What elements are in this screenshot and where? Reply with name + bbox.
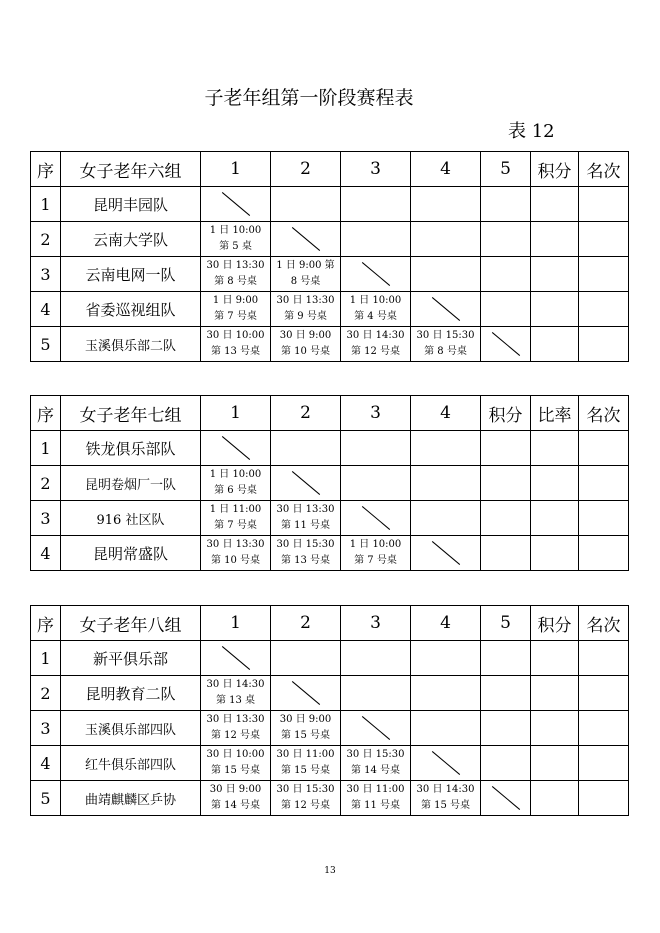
match-time: 30 日 13:30 xyxy=(276,504,335,515)
group-seven-schedule-table xyxy=(30,395,629,571)
empty-cell xyxy=(579,222,629,257)
table-row xyxy=(31,711,629,746)
team-name: 曲靖麒麟区乒协 xyxy=(61,781,201,816)
self-match-diagonal-cell xyxy=(271,466,341,501)
column-header: 1 xyxy=(201,396,271,431)
match-table: 第 7 号桌 xyxy=(354,555,397,566)
empty-cell xyxy=(579,746,629,781)
row-sequence: 3 xyxy=(31,257,61,292)
empty-cell xyxy=(341,431,411,466)
match-table: 第 9 号桌 xyxy=(284,311,327,322)
self-match-diagonal-cell xyxy=(341,711,411,746)
table-row xyxy=(31,292,629,327)
match-time: 30 日 15:30 xyxy=(346,749,405,760)
column-header: 比率 xyxy=(531,396,579,431)
match-table: 第 12 号桌 xyxy=(350,346,401,357)
match-table: 第 13 号桌 xyxy=(210,346,261,357)
column-header: 积分 xyxy=(481,396,531,431)
team-name: 云南大学队 xyxy=(61,222,201,257)
column-header: 2 xyxy=(271,152,341,187)
column-header: 4 xyxy=(411,152,481,187)
column-header: 5 xyxy=(481,152,531,187)
row-sequence: 1 xyxy=(31,641,61,676)
table-row xyxy=(31,746,629,781)
team-name: 昆明教育二队 xyxy=(61,676,201,711)
empty-cell xyxy=(481,257,531,292)
match-time: 30 日 13:30 xyxy=(276,295,335,306)
team-name: 铁龙俱乐部队 xyxy=(61,431,201,466)
team-name: 昆明卷烟厂一队 xyxy=(61,466,201,501)
self-match-diagonal-cell xyxy=(411,292,481,327)
match-schedule-cell xyxy=(201,257,271,292)
group-eight-schedule-table xyxy=(30,605,629,816)
match-schedule-cell xyxy=(201,746,271,781)
match-time: 30 日 15:30 xyxy=(416,330,475,341)
table-row xyxy=(31,431,629,466)
empty-cell xyxy=(531,187,579,222)
match-time: 30 日 14:30 xyxy=(416,784,475,795)
match-schedule-cell xyxy=(201,711,271,746)
match-time: 30 日 9:00 xyxy=(209,784,262,795)
empty-cell xyxy=(411,711,481,746)
diagonal-slash xyxy=(361,506,389,530)
match-schedule-cell xyxy=(201,466,271,501)
empty-cell xyxy=(341,222,411,257)
match-time: 30 日 9:00 xyxy=(279,714,332,725)
match-table: 第 14 号桌 xyxy=(350,765,401,776)
match-schedule-cell xyxy=(341,746,411,781)
self-match-diagonal-cell xyxy=(271,222,341,257)
column-header: 女子老年八组 xyxy=(61,606,201,641)
empty-cell xyxy=(579,187,629,222)
match-time: 1 日 10:00 xyxy=(349,295,402,306)
diagonal-slash xyxy=(491,786,519,810)
table-row xyxy=(31,676,629,711)
team-name: 玉溪俱乐部二队 xyxy=(61,327,201,362)
match-table: 第 10 号桌 xyxy=(280,346,331,357)
match-schedule-cell xyxy=(271,292,341,327)
column-header: 名次 xyxy=(579,606,629,641)
match-schedule-cell xyxy=(201,292,271,327)
match-schedule-cell xyxy=(341,327,411,362)
diagonal-slash xyxy=(431,541,459,565)
empty-cell xyxy=(411,501,481,536)
team-name: 红牛俱乐部四队 xyxy=(61,746,201,781)
match-schedule-cell xyxy=(411,781,481,816)
table-row xyxy=(31,501,629,536)
table-header-row xyxy=(31,396,629,431)
column-header: 女子老年六组 xyxy=(61,152,201,187)
self-match-diagonal-cell xyxy=(341,501,411,536)
match-table: 第 10 号桌 xyxy=(210,555,261,566)
empty-cell xyxy=(481,431,531,466)
team-name: 916 社区队 xyxy=(61,501,201,536)
empty-cell xyxy=(579,327,629,362)
empty-cell xyxy=(481,536,531,571)
empty-cell xyxy=(531,431,579,466)
column-header: 3 xyxy=(341,396,411,431)
diagonal-slash xyxy=(361,262,389,286)
page-number: 13 xyxy=(324,866,336,876)
table-row xyxy=(31,466,629,501)
match-table: 第 15 号桌 xyxy=(210,765,261,776)
empty-cell xyxy=(411,222,481,257)
table-row xyxy=(31,327,629,362)
column-header: 4 xyxy=(411,396,481,431)
match-schedule-cell xyxy=(271,257,341,292)
match-time: 30 日 10:00 xyxy=(206,749,265,760)
empty-cell xyxy=(579,257,629,292)
column-header: 名次 xyxy=(579,152,629,187)
column-header: 1 xyxy=(201,152,271,187)
match-schedule-cell xyxy=(201,222,271,257)
row-sequence: 1 xyxy=(31,187,61,222)
diagonal-slash xyxy=(221,436,249,460)
empty-cell xyxy=(411,466,481,501)
column-header: 3 xyxy=(341,606,411,641)
table-row xyxy=(31,781,629,816)
column-header: 积分 xyxy=(531,152,579,187)
match-table: 8 号桌 xyxy=(290,276,321,287)
match-schedule-cell xyxy=(341,536,411,571)
empty-cell xyxy=(411,431,481,466)
diagonal-slash xyxy=(221,192,249,216)
match-time: 1 日 9:00 第 xyxy=(276,260,335,271)
match-table: 第 14 号桌 xyxy=(210,800,261,811)
empty-cell xyxy=(579,431,629,466)
empty-cell xyxy=(579,292,629,327)
match-table: 第 8 号桌 xyxy=(214,276,257,287)
row-sequence: 1 xyxy=(31,431,61,466)
row-sequence: 4 xyxy=(31,536,61,571)
empty-cell xyxy=(481,292,531,327)
match-schedule-cell xyxy=(341,781,411,816)
group-six-schedule-table xyxy=(30,151,629,362)
empty-cell xyxy=(481,501,531,536)
column-header: 序 xyxy=(31,152,61,187)
page-title: 子老年组第一阶段赛程表 xyxy=(204,87,414,109)
empty-cell xyxy=(481,676,531,711)
column-header: 2 xyxy=(271,606,341,641)
empty-cell xyxy=(579,781,629,816)
table-row xyxy=(31,187,629,222)
empty-cell xyxy=(481,746,531,781)
diagonal-slash xyxy=(431,297,459,321)
column-header: 4 xyxy=(411,606,481,641)
team-name: 云南电网一队 xyxy=(61,257,201,292)
diagonal-slash xyxy=(291,681,319,705)
row-sequence: 2 xyxy=(31,676,61,711)
match-time: 30 日 14:30 xyxy=(206,679,265,690)
self-match-diagonal-cell xyxy=(481,781,531,816)
match-schedule-cell xyxy=(271,327,341,362)
team-name: 新平俱乐部 xyxy=(61,641,201,676)
match-time: 1 日 10:00 xyxy=(209,225,262,236)
self-match-diagonal-cell xyxy=(411,746,481,781)
empty-cell xyxy=(579,536,629,571)
match-time: 30 日 13:30 xyxy=(206,539,265,550)
row-sequence: 5 xyxy=(31,327,61,362)
match-table: 第 11 号桌 xyxy=(280,520,331,531)
match-schedule-cell xyxy=(271,711,341,746)
empty-cell xyxy=(341,187,411,222)
match-schedule-cell xyxy=(271,746,341,781)
match-time: 30 日 11:00 xyxy=(276,749,335,760)
match-table: 第 7 号桌 xyxy=(214,520,257,531)
empty-cell xyxy=(531,641,579,676)
column-header: 序 xyxy=(31,606,61,641)
row-sequence: 4 xyxy=(31,292,61,327)
empty-cell xyxy=(579,711,629,746)
empty-cell xyxy=(271,187,341,222)
match-time: 1 日 9:00 xyxy=(212,295,259,306)
empty-cell xyxy=(271,641,341,676)
empty-cell xyxy=(271,431,341,466)
column-header: 名次 xyxy=(579,396,629,431)
self-match-diagonal-cell xyxy=(481,327,531,362)
table-row xyxy=(31,222,629,257)
match-time: 30 日 13:30 xyxy=(206,260,265,271)
match-time: 30 日 14:30 xyxy=(346,330,405,341)
empty-cell xyxy=(481,187,531,222)
empty-cell xyxy=(411,187,481,222)
match-schedule-cell xyxy=(341,292,411,327)
self-match-diagonal-cell xyxy=(201,641,271,676)
empty-cell xyxy=(411,676,481,711)
match-table: 第 6 号桌 xyxy=(214,485,257,496)
match-schedule-cell xyxy=(411,327,481,362)
empty-cell xyxy=(531,501,579,536)
empty-cell xyxy=(411,257,481,292)
match-table: 第 11 号桌 xyxy=(350,800,401,811)
empty-cell xyxy=(341,641,411,676)
column-header: 女子老年七组 xyxy=(61,396,201,431)
match-schedule-cell xyxy=(201,501,271,536)
match-time: 30 日 10:00 xyxy=(206,330,265,341)
table-header-row xyxy=(31,606,629,641)
column-header: 5 xyxy=(481,606,531,641)
table-row xyxy=(31,641,629,676)
match-time: 1 日 11:00 xyxy=(209,504,262,515)
diagonal-slash xyxy=(291,471,319,495)
match-schedule-cell xyxy=(201,536,271,571)
empty-cell xyxy=(481,466,531,501)
self-match-diagonal-cell xyxy=(201,431,271,466)
empty-cell xyxy=(579,676,629,711)
match-time: 1 日 10:00 xyxy=(349,539,402,550)
match-time: 30 日 11:00 xyxy=(346,784,405,795)
match-schedule-cell xyxy=(201,781,271,816)
match-table: 第 15 号桌 xyxy=(280,730,331,741)
match-schedule-cell xyxy=(201,676,271,711)
self-match-diagonal-cell xyxy=(411,536,481,571)
empty-cell xyxy=(531,781,579,816)
empty-cell xyxy=(579,641,629,676)
diagonal-slash xyxy=(491,332,519,356)
diagonal-slash xyxy=(291,227,319,251)
empty-cell xyxy=(579,466,629,501)
match-time: 1 日 10:00 xyxy=(209,469,262,480)
match-table: 第 15 号桌 xyxy=(420,800,471,811)
match-time: 30 日 15:30 xyxy=(276,539,335,550)
empty-cell xyxy=(531,676,579,711)
empty-cell xyxy=(531,292,579,327)
row-sequence: 2 xyxy=(31,466,61,501)
match-table: 第 13 桌 xyxy=(215,695,256,706)
row-sequence: 3 xyxy=(31,711,61,746)
table-header-row xyxy=(31,152,629,187)
match-schedule-cell xyxy=(271,781,341,816)
empty-cell xyxy=(341,466,411,501)
column-header: 序 xyxy=(31,396,61,431)
diagonal-slash xyxy=(431,751,459,775)
empty-cell xyxy=(531,257,579,292)
empty-cell xyxy=(341,676,411,711)
self-match-diagonal-cell xyxy=(201,187,271,222)
row-sequence: 3 xyxy=(31,501,61,536)
row-sequence: 5 xyxy=(31,781,61,816)
column-header: 积分 xyxy=(531,606,579,641)
match-time: 30 日 15:30 xyxy=(276,784,335,795)
team-name: 玉溪俱乐部四队 xyxy=(61,711,201,746)
match-table: 第 12 号桌 xyxy=(280,800,331,811)
match-schedule-cell xyxy=(271,536,341,571)
match-table: 第 7 号桌 xyxy=(214,311,257,322)
row-sequence: 4 xyxy=(31,746,61,781)
empty-cell xyxy=(481,711,531,746)
match-table: 第 13 号桌 xyxy=(280,555,331,566)
match-table: 第 8 号桌 xyxy=(424,346,467,357)
empty-cell xyxy=(531,327,579,362)
self-match-diagonal-cell xyxy=(341,257,411,292)
empty-cell xyxy=(481,641,531,676)
empty-cell xyxy=(531,746,579,781)
row-sequence: 2 xyxy=(31,222,61,257)
empty-cell xyxy=(481,222,531,257)
match-schedule-cell xyxy=(201,327,271,362)
team-name: 昆明常盛队 xyxy=(61,536,201,571)
empty-cell xyxy=(531,711,579,746)
table-row xyxy=(31,257,629,292)
match-table: 第 12 号桌 xyxy=(210,730,261,741)
match-table: 第 5 桌 xyxy=(219,241,252,252)
table-number-label: 表 12 xyxy=(508,121,555,142)
match-table: 第 4 号桌 xyxy=(354,311,397,322)
match-schedule-cell xyxy=(271,501,341,536)
empty-cell xyxy=(411,641,481,676)
match-time: 30 日 13:30 xyxy=(206,714,265,725)
column-header: 1 xyxy=(201,606,271,641)
team-name: 省委巡视组队 xyxy=(61,292,201,327)
team-name: 昆明丰园队 xyxy=(61,187,201,222)
empty-cell xyxy=(531,536,579,571)
empty-cell xyxy=(579,501,629,536)
match-table: 第 15 号桌 xyxy=(280,765,331,776)
empty-cell xyxy=(531,466,579,501)
table-row xyxy=(31,536,629,571)
column-header: 3 xyxy=(341,152,411,187)
empty-cell xyxy=(531,222,579,257)
self-match-diagonal-cell xyxy=(271,676,341,711)
column-header: 2 xyxy=(271,396,341,431)
match-time: 30 日 9:00 xyxy=(279,330,332,341)
diagonal-slash xyxy=(361,716,389,740)
diagonal-slash xyxy=(221,646,249,670)
